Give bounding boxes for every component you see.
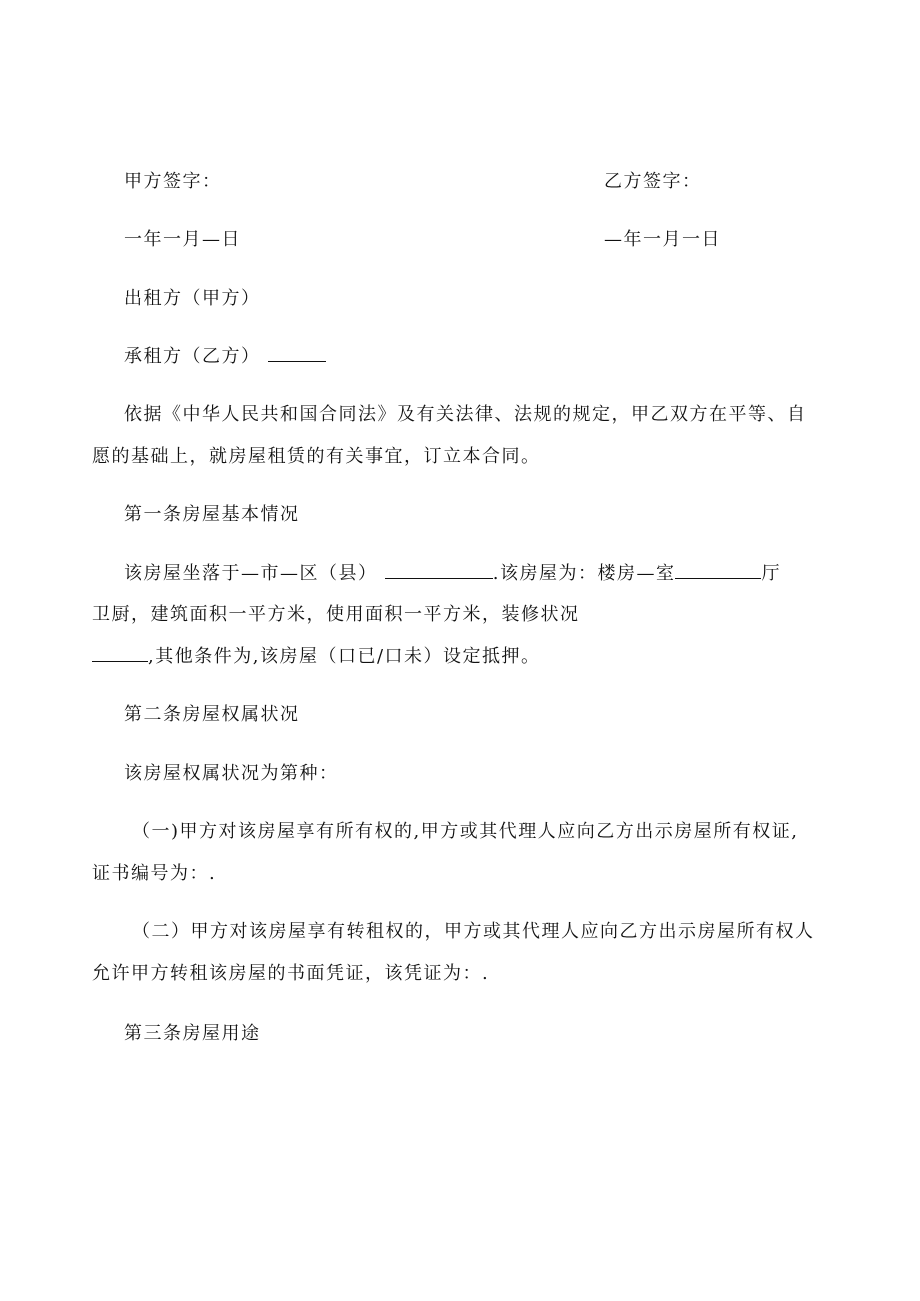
article-2-item-1-line-1: （一)甲方对该房屋享有所有权的,甲方或其代理人应向乙方出示房屋所有权证, (132, 821, 799, 842)
lessee-label: 承租方（乙方） (124, 346, 261, 367)
article-2-title: 第二条房屋权属状况 (124, 704, 300, 725)
hall-text: 厅 (761, 563, 781, 584)
party-b-signature-label: 乙方签字： (604, 171, 702, 192)
lessor-label: 出租方（甲方） (124, 288, 261, 309)
mortgage-text: ,其他条件为,该房屋（口已/口未）设定抵押。 (148, 646, 541, 667)
article-2-item-2-line-2: 允许甲方转租该房屋的书面凭证，该凭证为：. (92, 963, 490, 984)
party-a-signature-label: 甲方签字： (124, 171, 222, 192)
lessee-blank (268, 345, 326, 362)
location-blank (385, 562, 493, 579)
article-2-intro: 该房屋权属状况为第种： (124, 763, 339, 784)
decoration-blank (92, 645, 148, 662)
preamble-line-2: 愿的基础上，就房屋租赁的有关事宜，订立本合同。 (92, 446, 541, 467)
article-3-title: 第三条房屋用途 (124, 1023, 261, 1044)
article-1-line-2: 卫厨，建筑面积一平方米，使用面积一平方米，装修状况 (92, 604, 580, 625)
article-2-item-1-line-2: 证书编号为：. (92, 863, 217, 884)
party-a-date: 一年一月—日 (124, 229, 241, 250)
location-text: 该房屋坐落于—市—区（县） (124, 563, 378, 584)
lessee-row (124, 345, 326, 369)
party-b-date: —年一月一日 (604, 229, 721, 250)
house-type-text: .该房屋为：楼房—室 (492, 563, 676, 584)
article-2-item-2-line-1: （二）甲方对该房屋享有转租权的，甲方或其代理人应向乙方出示房屋所有权人 (132, 921, 815, 942)
article-1-line-3 (92, 645, 541, 669)
room-blank (675, 562, 761, 579)
article-1-title: 第一条房屋基本情况 (124, 504, 300, 525)
preamble-line-1: 依据《中华人民共和国合同法》及有关法律、法规的规定，甲乙双方在平等、自 (124, 404, 807, 425)
article-1-line-1 (124, 562, 781, 586)
